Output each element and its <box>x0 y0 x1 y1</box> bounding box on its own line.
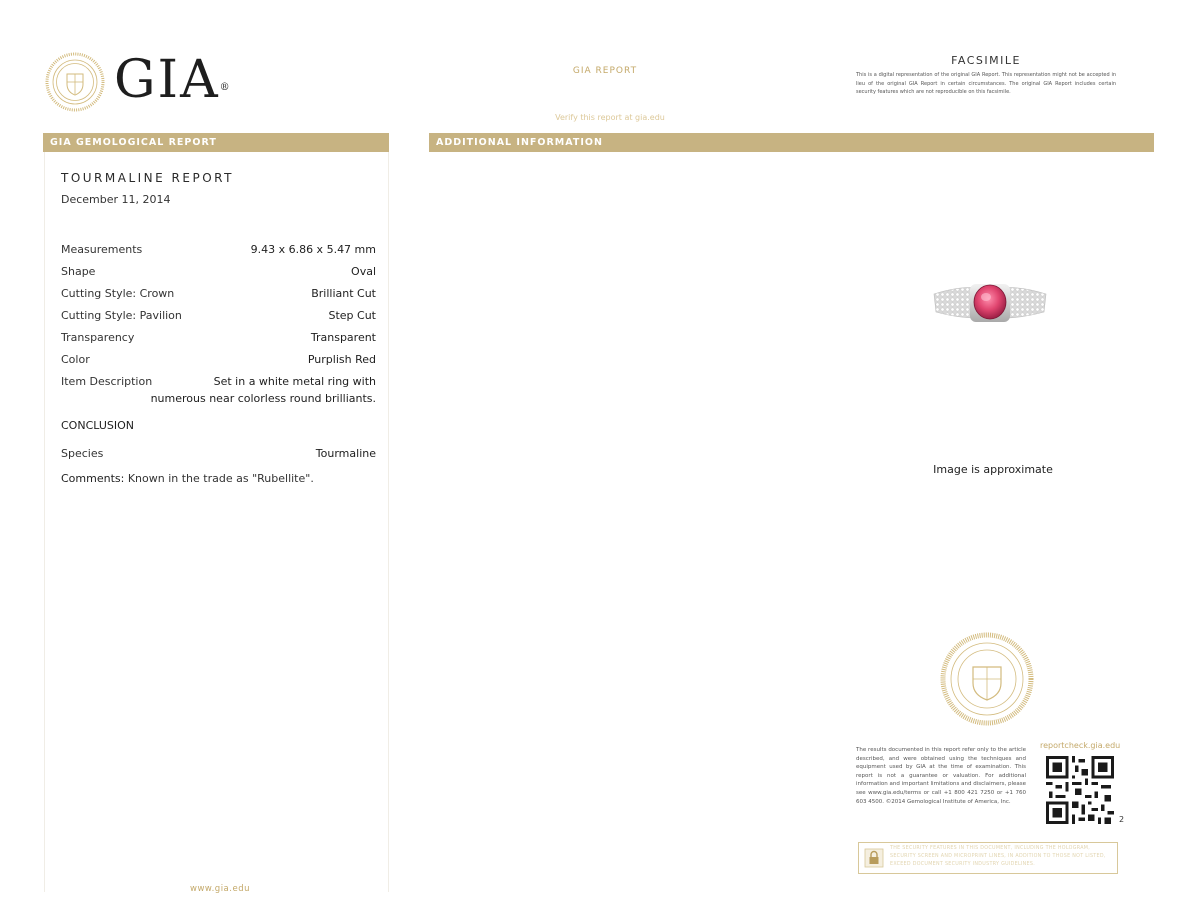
field-value: Set in a white metal ring with <box>213 375 376 388</box>
field-measurements <box>61 234 376 256</box>
image-caption: Image is approximate <box>933 463 1053 476</box>
field-species <box>61 438 376 460</box>
field-label: Shape <box>61 265 96 278</box>
gia-seal-icon <box>940 632 1034 726</box>
field-value: Transparent <box>310 331 376 344</box>
facsimile-notice: This is a digital representation of the original GIA Report. This representation might not be accepted in lieu of the original GIA Report in certain circumstances. The original GIA Report includes certain security features which are not reproducible on this facsimile. <box>856 72 1116 95</box>
panel-border <box>388 152 389 892</box>
lock-icon <box>864 848 884 868</box>
report-fields <box>61 234 376 410</box>
reportcheck-link[interactable]: reportcheck.gia.edu <box>1040 741 1121 750</box>
field-cutting-style-pavilion <box>61 300 376 322</box>
field-value: Tourmaline <box>315 447 376 460</box>
panel-border <box>44 152 45 892</box>
security-features-text: THE SECURITY FEATURES IN THIS DOCUMENT, INCLUDING THE HOLOGRAM, SECURITY SCREEN AND MICROPRINT LINES, IN ADDITION TO THOSE NOT LISTED, EXCEED DOCUMENT SECURITY INDUSTRY GUIDELINES. <box>890 846 1106 867</box>
field-transparency <box>61 322 376 344</box>
field-item-description-cont: numerous near colorless round brilliants. <box>150 392 376 405</box>
gemological-report-header: GIA GEMOLOGICAL REPORT <box>43 133 389 152</box>
leader-dots <box>137 333 307 341</box>
leader-dots <box>155 377 209 385</box>
field-value: 9.43 x 6.86 x 5.47 mm <box>250 243 376 256</box>
leader-dots <box>145 245 246 253</box>
field-label: Item Description <box>61 375 153 388</box>
disclaimer-text: The results documented in this report refer only to the article described, and were obtained using the techniques and equipment used by GIA at the time of examination. This report is not a guarantee or valuation. For additional information and important limitations and disclaimers, please see www.gia.edu/terms or call +1 800 421 7250 or +1 760 603 4500. ©2014 Gemological Institute of America, Inc. <box>856 747 1026 805</box>
additional-information-header: ADDITIONAL INFORMATION <box>429 133 1154 152</box>
comments-text: Known in the trade as "Rubellite". <box>124 472 314 485</box>
qr-code-icon[interactable] <box>1046 756 1114 824</box>
gia-seal-icon <box>44 52 106 112</box>
field-label: Color <box>61 353 90 366</box>
comments <box>61 472 314 485</box>
conclusion-species <box>61 438 376 460</box>
field-value: Purplish Red <box>307 353 376 366</box>
field-label: Cutting Style: Pavilion <box>61 309 182 322</box>
field-value: Brilliant Cut <box>311 287 376 300</box>
leader-dots <box>106 449 311 457</box>
conclusion-heading: CONCLUSION <box>61 419 134 432</box>
field-label: Species <box>61 447 104 460</box>
report-date: December 11, 2014 <box>61 193 171 206</box>
leader-dots <box>93 355 304 363</box>
comments-label: Comments: <box>61 472 125 485</box>
leader-dots <box>177 289 307 297</box>
field-color <box>61 344 376 366</box>
ring-image <box>930 272 1050 332</box>
field-value: Oval <box>351 265 376 278</box>
field-shape <box>61 256 376 278</box>
field-label: Measurements <box>61 243 143 256</box>
gia-logo-text: GIA® <box>114 50 230 110</box>
field-item-description <box>61 366 376 388</box>
field-label: Cutting Style: Crown <box>61 287 175 300</box>
gia-report-label: GIA REPORT <box>572 66 638 76</box>
field-cutting-style-crown <box>61 278 376 300</box>
facsimile-title: FACSIMILE <box>951 54 1021 67</box>
field-label: Transparency <box>61 331 135 344</box>
report-title: TOURMALINE REPORT <box>61 171 234 185</box>
verify-link[interactable]: Verify this report at gia.edu <box>555 113 665 122</box>
website-link[interactable]: www.gia.edu <box>190 884 250 894</box>
field-value: Step Cut <box>328 309 376 322</box>
leader-dots <box>185 311 325 319</box>
leader-dots <box>98 267 347 275</box>
page-number: 2 <box>1119 815 1125 824</box>
